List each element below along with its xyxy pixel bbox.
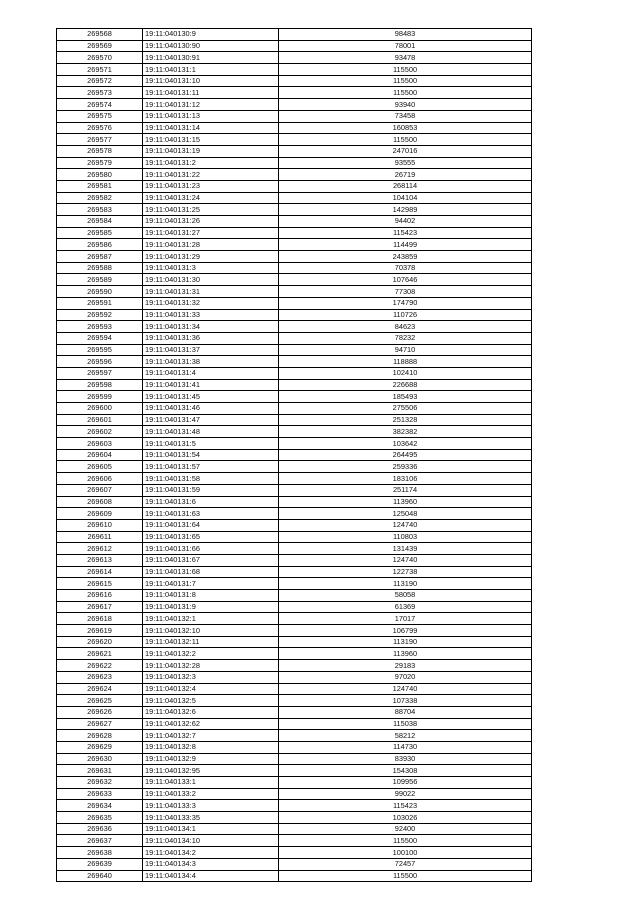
table-row — [57, 847, 532, 859]
row-number-cell: 269610 — [57, 519, 143, 531]
value-cell: 94710 — [279, 344, 532, 356]
row-number-cell: 269581 — [57, 180, 143, 192]
cadastral-number-cell: 19:11:040131:15 — [143, 134, 279, 146]
cadastral-number-cell: 19:11:040131:47 — [143, 414, 279, 426]
cadastral-number-cell: 19:11:040131:45 — [143, 391, 279, 403]
table-row — [57, 812, 532, 824]
value-cell: 115423 — [279, 800, 532, 812]
row-number-cell: 269609 — [57, 508, 143, 520]
value-cell: 93478 — [279, 52, 532, 64]
value-cell: 124740 — [279, 683, 532, 695]
value-cell: 110803 — [279, 531, 532, 543]
cadastral-number-cell: 19:11:040132:95 — [143, 765, 279, 777]
value-cell: 61369 — [279, 601, 532, 613]
row-number-cell: 269611 — [57, 531, 143, 543]
value-cell: 124740 — [279, 519, 532, 531]
row-number-cell: 269608 — [57, 496, 143, 508]
row-number-cell: 269617 — [57, 601, 143, 613]
row-number-cell: 269585 — [57, 227, 143, 239]
row-number-cell: 269613 — [57, 554, 143, 566]
value-cell: 382382 — [279, 426, 532, 438]
cadastral-number-cell: 19:11:040131:26 — [143, 216, 279, 228]
cadastral-number-cell: 19:11:040133:35 — [143, 812, 279, 824]
row-number-cell: 269572 — [57, 75, 143, 87]
table-body — [57, 29, 532, 882]
cadastral-number-cell: 19:11:040131:63 — [143, 508, 279, 520]
table-row — [57, 823, 532, 835]
row-number-cell: 269601 — [57, 414, 143, 426]
table-row — [57, 613, 532, 625]
value-cell: 118888 — [279, 356, 532, 368]
table-row — [57, 379, 532, 391]
value-cell: 275506 — [279, 403, 532, 415]
cadastral-number-cell: 19:11:040131:34 — [143, 321, 279, 333]
value-cell: 113190 — [279, 636, 532, 648]
value-cell: 160853 — [279, 122, 532, 134]
row-number-cell: 269592 — [57, 309, 143, 321]
row-number-cell: 269614 — [57, 566, 143, 578]
row-number-cell: 269640 — [57, 870, 143, 882]
cadastral-number-cell: 19:11:040132:62 — [143, 718, 279, 730]
value-cell: 125048 — [279, 508, 532, 520]
cadastral-number-cell: 19:11:040131:12 — [143, 99, 279, 111]
cadastral-number-cell: 19:11:040131:28 — [143, 239, 279, 251]
cadastral-number-cell: 19:11:040132:11 — [143, 636, 279, 648]
table-row — [57, 40, 532, 52]
value-cell: 115423 — [279, 227, 532, 239]
value-cell: 124740 — [279, 554, 532, 566]
table-row — [57, 87, 532, 99]
value-cell: 17017 — [279, 613, 532, 625]
cadastral-number-cell: 19:11:040131:57 — [143, 461, 279, 473]
cadastral-number-cell: 19:11:040132:3 — [143, 671, 279, 683]
table-row — [57, 180, 532, 192]
row-number-cell: 269583 — [57, 204, 143, 216]
value-cell: 115500 — [279, 75, 532, 87]
table-row — [57, 473, 532, 485]
value-cell: 226688 — [279, 379, 532, 391]
table-row — [57, 531, 532, 543]
row-number-cell: 269587 — [57, 251, 143, 263]
value-cell: 93940 — [279, 99, 532, 111]
cadastral-number-cell: 19:11:040131:30 — [143, 274, 279, 286]
row-number-cell: 269594 — [57, 332, 143, 344]
row-number-cell: 269637 — [57, 835, 143, 847]
table-row — [57, 391, 532, 403]
cadastral-number-cell: 19:11:040131:68 — [143, 566, 279, 578]
table-row — [57, 543, 532, 555]
cadastral-number-cell: 19:11:040133:1 — [143, 777, 279, 789]
table-row — [57, 344, 532, 356]
value-cell: 102410 — [279, 367, 532, 379]
cadastral-value-table — [56, 28, 532, 882]
value-cell: 122738 — [279, 566, 532, 578]
row-number-cell: 269604 — [57, 449, 143, 461]
table-row — [57, 858, 532, 870]
value-cell: 107646 — [279, 274, 532, 286]
value-cell: 99022 — [279, 788, 532, 800]
value-cell: 183106 — [279, 473, 532, 485]
table-row — [57, 52, 532, 64]
table-row — [57, 29, 532, 41]
table-row — [57, 496, 532, 508]
table-row — [57, 554, 532, 566]
cadastral-number-cell: 19:11:040131:23 — [143, 180, 279, 192]
value-cell: 131439 — [279, 543, 532, 555]
value-cell: 115500 — [279, 87, 532, 99]
row-number-cell: 269636 — [57, 823, 143, 835]
cadastral-number-cell: 19:11:040134:4 — [143, 870, 279, 882]
value-cell: 142989 — [279, 204, 532, 216]
cadastral-number-cell: 19:11:040132:9 — [143, 753, 279, 765]
cadastral-number-cell: 19:11:040131:22 — [143, 169, 279, 181]
cadastral-number-cell: 19:11:040132:7 — [143, 730, 279, 742]
cadastral-number-cell: 19:11:040131:29 — [143, 251, 279, 263]
row-number-cell: 269589 — [57, 274, 143, 286]
value-cell: 92400 — [279, 823, 532, 835]
cadastral-number-cell: 19:11:040131:11 — [143, 87, 279, 99]
row-number-cell: 269605 — [57, 461, 143, 473]
table-row — [57, 251, 532, 263]
value-cell: 113960 — [279, 496, 532, 508]
table-row — [57, 788, 532, 800]
row-number-cell: 269612 — [57, 543, 143, 555]
table-row — [57, 461, 532, 473]
value-cell: 114499 — [279, 239, 532, 251]
row-number-cell: 269578 — [57, 145, 143, 157]
row-number-cell: 269568 — [57, 29, 143, 41]
cadastral-number-cell: 19:11:040131:37 — [143, 344, 279, 356]
value-cell: 103026 — [279, 812, 532, 824]
table-row — [57, 356, 532, 368]
cadastral-number-cell: 19:11:040131:10 — [143, 75, 279, 87]
row-number-cell: 269631 — [57, 765, 143, 777]
row-number-cell: 269616 — [57, 590, 143, 602]
table-row — [57, 227, 532, 239]
table-row — [57, 99, 532, 111]
value-cell: 115500 — [279, 870, 532, 882]
cadastral-number-cell: 19:11:040134:2 — [143, 847, 279, 859]
row-number-cell: 269620 — [57, 636, 143, 648]
row-number-cell: 269570 — [57, 52, 143, 64]
table-row — [57, 870, 532, 882]
table-row — [57, 239, 532, 251]
row-number-cell: 269571 — [57, 64, 143, 76]
row-number-cell: 269600 — [57, 403, 143, 415]
cadastral-number-cell: 19:11:040132:2 — [143, 648, 279, 660]
table-row — [57, 683, 532, 695]
cadastral-number-cell: 19:11:040132:5 — [143, 695, 279, 707]
table-row — [57, 835, 532, 847]
row-number-cell: 269632 — [57, 777, 143, 789]
table-row — [57, 671, 532, 683]
value-cell: 72457 — [279, 858, 532, 870]
table-row — [57, 741, 532, 753]
value-cell: 109956 — [279, 777, 532, 789]
row-number-cell: 269633 — [57, 788, 143, 800]
row-number-cell: 269634 — [57, 800, 143, 812]
value-cell: 247016 — [279, 145, 532, 157]
table-row — [57, 695, 532, 707]
value-cell: 154308 — [279, 765, 532, 777]
cadastral-number-cell: 19:11:040131:3 — [143, 262, 279, 274]
cadastral-number-cell: 19:11:040131:27 — [143, 227, 279, 239]
table-row — [57, 730, 532, 742]
row-number-cell: 269639 — [57, 858, 143, 870]
cadastral-number-cell: 19:11:040131:58 — [143, 473, 279, 485]
table-row — [57, 648, 532, 660]
row-number-cell: 269622 — [57, 660, 143, 672]
value-cell: 264495 — [279, 449, 532, 461]
row-number-cell: 269582 — [57, 192, 143, 204]
value-cell: 115038 — [279, 718, 532, 730]
table-row — [57, 75, 532, 87]
row-number-cell: 269596 — [57, 356, 143, 368]
cadastral-number-cell: 19:11:040131:67 — [143, 554, 279, 566]
table-row — [57, 449, 532, 461]
cadastral-number-cell: 19:11:040131:32 — [143, 297, 279, 309]
cadastral-number-cell: 19:11:040130:90 — [143, 40, 279, 52]
table-row — [57, 297, 532, 309]
table-row — [57, 625, 532, 637]
value-cell: 88704 — [279, 706, 532, 718]
value-cell: 94402 — [279, 216, 532, 228]
value-cell: 26719 — [279, 169, 532, 181]
value-cell: 251328 — [279, 414, 532, 426]
row-number-cell: 269635 — [57, 812, 143, 824]
cadastral-number-cell: 19:11:040131:14 — [143, 122, 279, 134]
cadastral-number-cell: 19:11:040131:31 — [143, 286, 279, 298]
table-row — [57, 169, 532, 181]
cadastral-number-cell: 19:11:040131:6 — [143, 496, 279, 508]
cadastral-number-cell: 19:11:040131:5 — [143, 438, 279, 450]
row-number-cell: 269599 — [57, 391, 143, 403]
row-number-cell: 269626 — [57, 706, 143, 718]
cadastral-number-cell: 19:11:040131:8 — [143, 590, 279, 602]
table-row — [57, 414, 532, 426]
row-number-cell: 269624 — [57, 683, 143, 695]
row-number-cell: 269591 — [57, 297, 143, 309]
cadastral-number-cell: 19:11:040132:1 — [143, 613, 279, 625]
table-row — [57, 800, 532, 812]
row-number-cell: 269615 — [57, 578, 143, 590]
table-row — [57, 590, 532, 602]
table-row — [57, 765, 532, 777]
cadastral-number-cell: 19:11:040131:38 — [143, 356, 279, 368]
table-row — [57, 636, 532, 648]
value-cell: 58212 — [279, 730, 532, 742]
cadastral-number-cell: 19:11:040131:19 — [143, 145, 279, 157]
table-row — [57, 216, 532, 228]
value-cell: 185493 — [279, 391, 532, 403]
table-row — [57, 134, 532, 146]
value-cell: 106799 — [279, 625, 532, 637]
cadastral-number-cell: 19:11:040134:10 — [143, 835, 279, 847]
table-row — [57, 64, 532, 76]
cadastral-number-cell: 19:11:040131:64 — [143, 519, 279, 531]
value-cell: 104104 — [279, 192, 532, 204]
cadastral-number-cell: 19:11:040133:3 — [143, 800, 279, 812]
cadastral-number-cell: 19:11:040131:24 — [143, 192, 279, 204]
value-cell: 174790 — [279, 297, 532, 309]
cadastral-number-cell: 19:11:040131:65 — [143, 531, 279, 543]
table-row — [57, 706, 532, 718]
value-cell: 113190 — [279, 578, 532, 590]
table-row — [57, 426, 532, 438]
value-cell: 78232 — [279, 332, 532, 344]
row-number-cell: 269588 — [57, 262, 143, 274]
table-row — [57, 566, 532, 578]
table-row — [57, 484, 532, 496]
cadastral-number-cell: 19:11:040131:41 — [143, 379, 279, 391]
value-cell: 110726 — [279, 309, 532, 321]
row-number-cell: 269603 — [57, 438, 143, 450]
cadastral-number-cell: 19:11:040132:8 — [143, 741, 279, 753]
row-number-cell: 269627 — [57, 718, 143, 730]
table-row — [57, 519, 532, 531]
cadastral-number-cell: 19:11:040131:54 — [143, 449, 279, 461]
value-cell: 83930 — [279, 753, 532, 765]
row-number-cell: 269574 — [57, 99, 143, 111]
row-number-cell: 269618 — [57, 613, 143, 625]
table-row — [57, 286, 532, 298]
cadastral-number-cell: 19:11:040133:2 — [143, 788, 279, 800]
row-number-cell: 269638 — [57, 847, 143, 859]
table-row — [57, 321, 532, 333]
value-cell: 73458 — [279, 110, 532, 122]
row-number-cell: 269607 — [57, 484, 143, 496]
value-cell: 100100 — [279, 847, 532, 859]
value-cell: 115500 — [279, 835, 532, 847]
cadastral-number-cell: 19:11:040131:48 — [143, 426, 279, 438]
table-row — [57, 262, 532, 274]
value-cell: 107338 — [279, 695, 532, 707]
table-row — [57, 157, 532, 169]
table-row — [57, 309, 532, 321]
row-number-cell: 269629 — [57, 741, 143, 753]
row-number-cell: 269602 — [57, 426, 143, 438]
value-cell: 113960 — [279, 648, 532, 660]
table-row — [57, 367, 532, 379]
cadastral-number-cell: 19:11:040134:3 — [143, 858, 279, 870]
cadastral-number-cell: 19:11:040132:4 — [143, 683, 279, 695]
table-row — [57, 777, 532, 789]
row-number-cell: 269630 — [57, 753, 143, 765]
cadastral-number-cell: 19:11:040131:13 — [143, 110, 279, 122]
value-cell: 29183 — [279, 660, 532, 672]
cadastral-number-cell: 19:11:040131:25 — [143, 204, 279, 216]
table-row — [57, 403, 532, 415]
value-cell: 243859 — [279, 251, 532, 263]
cadastral-number-cell: 19:11:040132:28 — [143, 660, 279, 672]
cadastral-number-cell: 19:11:040134:1 — [143, 823, 279, 835]
value-cell: 70378 — [279, 262, 532, 274]
value-cell: 103642 — [279, 438, 532, 450]
row-number-cell: 269584 — [57, 216, 143, 228]
table-row — [57, 332, 532, 344]
cadastral-number-cell: 19:11:040131:36 — [143, 332, 279, 344]
value-cell: 114730 — [279, 741, 532, 753]
table-row — [57, 660, 532, 672]
value-cell: 93555 — [279, 157, 532, 169]
table-row — [57, 274, 532, 286]
value-cell: 251174 — [279, 484, 532, 496]
row-number-cell: 269580 — [57, 169, 143, 181]
row-number-cell: 269625 — [57, 695, 143, 707]
row-number-cell: 269606 — [57, 473, 143, 485]
row-number-cell: 269595 — [57, 344, 143, 356]
table-row — [57, 601, 532, 613]
cadastral-number-cell: 19:11:040131:66 — [143, 543, 279, 555]
row-number-cell: 269573 — [57, 87, 143, 99]
cadastral-number-cell: 19:11:040131:1 — [143, 64, 279, 76]
table-row — [57, 718, 532, 730]
value-cell: 97020 — [279, 671, 532, 683]
table-row — [57, 508, 532, 520]
cadastral-number-cell: 19:11:040131:2 — [143, 157, 279, 169]
value-cell: 98483 — [279, 29, 532, 41]
cadastral-number-cell: 19:11:040131:9 — [143, 601, 279, 613]
row-number-cell: 269586 — [57, 239, 143, 251]
row-number-cell: 269576 — [57, 122, 143, 134]
table-row — [57, 192, 532, 204]
table-row — [57, 145, 532, 157]
table-row — [57, 122, 532, 134]
table-row — [57, 753, 532, 765]
row-number-cell: 269569 — [57, 40, 143, 52]
table-row — [57, 578, 532, 590]
cadastral-number-cell: 19:11:040130:91 — [143, 52, 279, 64]
cadastral-number-cell: 19:11:040131:59 — [143, 484, 279, 496]
row-number-cell: 269621 — [57, 648, 143, 660]
row-number-cell: 269597 — [57, 367, 143, 379]
value-cell: 115500 — [279, 134, 532, 146]
row-number-cell: 269598 — [57, 379, 143, 391]
table-row — [57, 110, 532, 122]
value-cell: 268114 — [279, 180, 532, 192]
cadastral-number-cell: 19:11:040131:33 — [143, 309, 279, 321]
cadastral-number-cell: 19:11:040131:7 — [143, 578, 279, 590]
value-cell: 78001 — [279, 40, 532, 52]
value-cell: 115500 — [279, 64, 532, 76]
table-row — [57, 438, 532, 450]
row-number-cell: 269593 — [57, 321, 143, 333]
value-cell: 77308 — [279, 286, 532, 298]
cadastral-number-cell: 19:11:040132:10 — [143, 625, 279, 637]
cadastral-number-cell: 19:11:040132:6 — [143, 706, 279, 718]
row-number-cell: 269628 — [57, 730, 143, 742]
row-number-cell: 269579 — [57, 157, 143, 169]
row-number-cell: 269623 — [57, 671, 143, 683]
row-number-cell: 269577 — [57, 134, 143, 146]
cadastral-number-cell: 19:11:040130:9 — [143, 29, 279, 41]
row-number-cell: 269619 — [57, 625, 143, 637]
table-row — [57, 204, 532, 216]
value-cell: 259336 — [279, 461, 532, 473]
row-number-cell: 269575 — [57, 110, 143, 122]
value-cell: 58058 — [279, 590, 532, 602]
cadastral-number-cell: 19:11:040131:46 — [143, 403, 279, 415]
row-number-cell: 269590 — [57, 286, 143, 298]
cadastral-number-cell: 19:11:040131:4 — [143, 367, 279, 379]
value-cell: 84623 — [279, 321, 532, 333]
